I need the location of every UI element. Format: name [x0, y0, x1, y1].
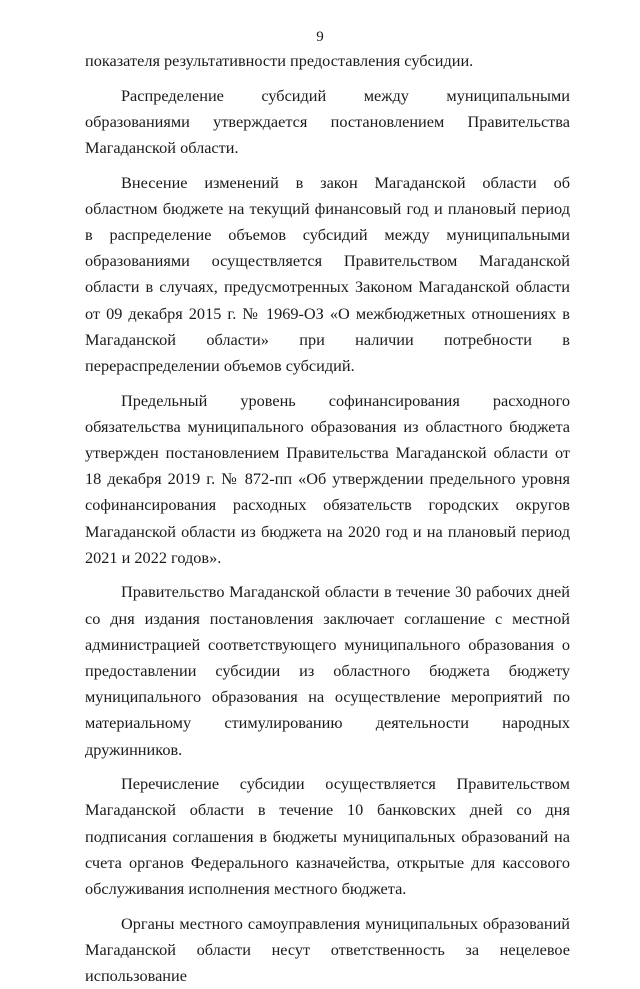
paragraph-cofinancing-level: Предельный уровень софинансирования расходного обязательства муниципального образования из областного бюджета утвержден постановлением Правительства Магаданской области от 18 декабря 2019 г. № 872-пп «Об утверждении предельного уровня софинансирования расходных обязательств городских округов Магаданской области из бюджета на 2020 год и на плановый период 2021 и 2022 годов». [85, 390, 570, 567]
paragraph-budget-amendments: Внесение изменений в закон Магаданской области об областном бюджете на текущий финансовый год и плановый период в распределение объемов субсидий между муниципальными образованиями осуществляется Правительством Магаданской области в случаях, предусмотренных Законом Магаданской области от 09 декабря 2015 г. № 1969-ОЗ «О межбюджетных отношениях в Магаданской области» при наличии потребности в перераспределении объемов субсидий. [85, 172, 570, 376]
paragraph-agreement: Правительство Магаданской области в течение 30 рабочих дней со дня издания постановления заключает соглашение с местной администрацией соответствующего муниципального образования о предоставлении субсидии из областного бюджета бюджету муниципального образования на осуществление мероприятий по материальному стимулированию деятельности народных дружинников. [85, 582, 570, 759]
document-body [85, 48, 570, 989]
paragraph-subsidy-distribution: Распределение субсидий между муниципальными образованиями утверждается постановлением Правительства Магаданской области. [85, 85, 570, 157]
paragraph-transfer: Перечисление субсидии осуществляется Правительством Магаданской области в течение 10 банковских дней со дня подписания соглашения в бюджеты муниципальных образований на счета органов Федерального казначейства, открытые для кассового обслуживания исполнения местного бюджета. [85, 774, 570, 899]
paragraph-responsibility: Органы местного самоуправления муниципальных образований Магаданской области несут ответственность за нецелевое использование [85, 913, 570, 986]
paragraph-continuation: показателя результативности предоставления субсидии. [85, 51, 474, 70]
page-number: 9 [316, 29, 324, 45]
